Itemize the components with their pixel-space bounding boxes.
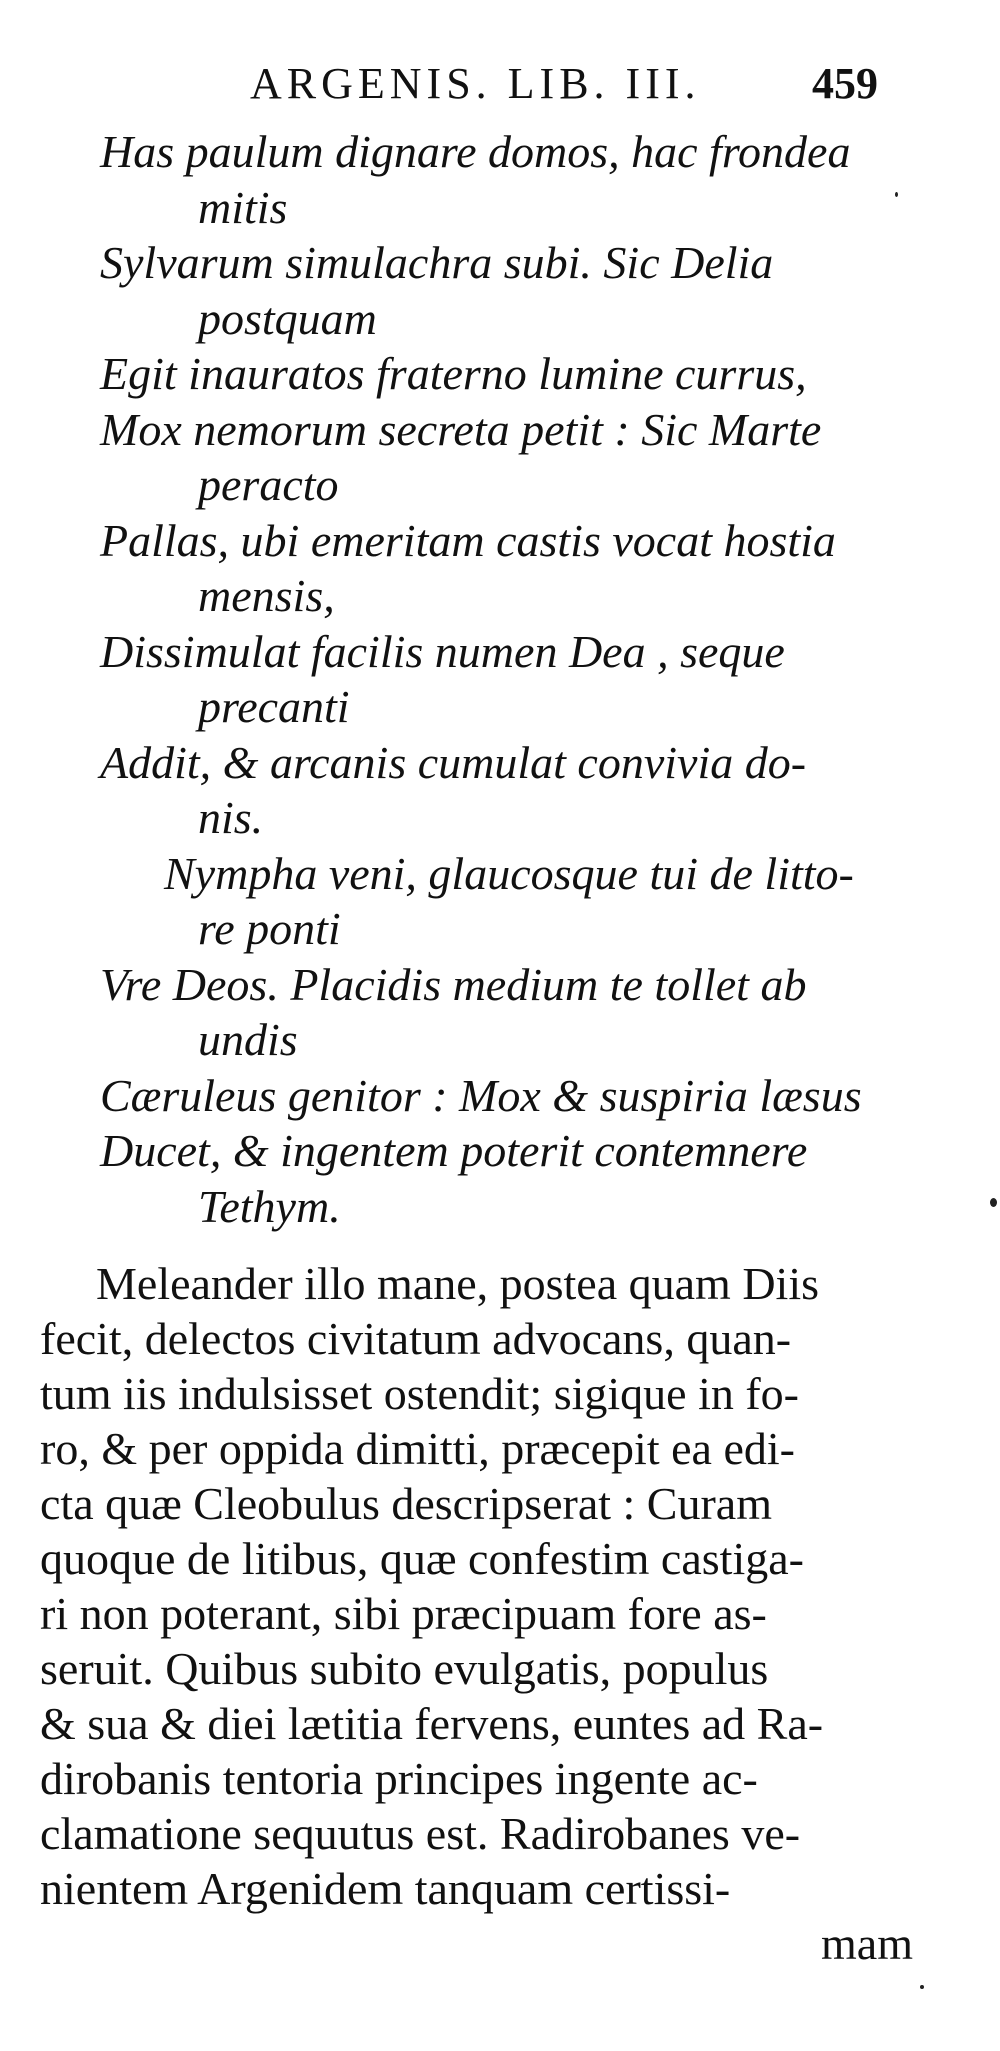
poem-line: Egit inauratos fraterno lumine currus, <box>100 348 807 399</box>
page-number: 459 <box>812 59 878 108</box>
poem-line: Addit, & arcanis cumulat convivia do- <box>100 736 807 788</box>
prose-line: tum iis indulsisset ostendit; sigique in fo- <box>40 1368 799 1419</box>
page-header <box>0 58 1000 118</box>
prose-line: fecit, delectos civitatum advocans, quan- <box>40 1313 792 1364</box>
prose-line: cta quæ Cleobulus descripserat : Curam <box>40 1478 773 1529</box>
running-title: ARGENIS. LIB. III. <box>250 59 701 108</box>
prose-line: clamatione sequutus est. Radirobanes ve- <box>40 1808 801 1859</box>
prose-line: Meleander illo mane, postea quam Diis <box>96 1258 820 1309</box>
prose-line: nientem Argenidem tanquam certissi- <box>40 1863 731 1914</box>
poem-line: undis <box>198 1014 298 1065</box>
poem-line: mitis <box>198 181 288 233</box>
poem-line: Ducet, & ingentem poterit contemnere <box>100 1125 808 1176</box>
prose-line: & sua & diei lætitia fervens, euntes ad Ra- <box>40 1698 824 1749</box>
prose-block <box>40 1256 935 1971</box>
poem-line: Pallas, ubi emeritam castis vocat hostia <box>100 514 836 566</box>
poem-line: Has paulum dignare domos, hac frondea <box>100 126 851 177</box>
poem-line: Cæruleus genitor : Mox & suspiria læsus <box>100 1069 862 1121</box>
poem-line: Vre Deos. Placidis medium te tollet ab <box>100 958 807 1010</box>
ink-speck <box>895 192 898 197</box>
ink-speck <box>990 1198 997 1207</box>
poem-line: Mox nemorum secreta petit : Sic Marte <box>100 403 822 455</box>
prose-line: quoque de litibus, quæ confestim castiga- <box>40 1533 804 1584</box>
poem-line: re ponti <box>198 903 341 954</box>
poem-line: postquam <box>198 292 377 344</box>
poem-line: Sylvarum simulachra subi. Sic Delia <box>100 237 774 288</box>
prose-line: mam <box>821 1918 913 1969</box>
poem-line: Tethym. <box>198 1180 341 1232</box>
poem-line: Nympha veni, glaucosque tui de litto- <box>164 847 854 899</box>
ink-speck <box>920 1985 924 1989</box>
poem-line: nis. <box>198 792 264 843</box>
poem-block <box>100 124 930 1234</box>
prose-line: dirobanis tentoria principes ingente ac- <box>40 1753 758 1804</box>
prose-line: ri non poterant, sibi præcipuam fore as- <box>40 1588 767 1639</box>
poem-line: mensis, <box>198 570 335 621</box>
poem-line: Dissimulat facilis numen Dea , seque <box>100 625 785 677</box>
poem-line: precanti <box>198 681 350 732</box>
prose-line: ro, & per oppida dimitti, præcepit ea edi- <box>40 1423 795 1474</box>
prose-line: seruit. Quibus subito evulgatis, populus <box>40 1643 769 1694</box>
poem-line: peracto <box>198 459 339 510</box>
